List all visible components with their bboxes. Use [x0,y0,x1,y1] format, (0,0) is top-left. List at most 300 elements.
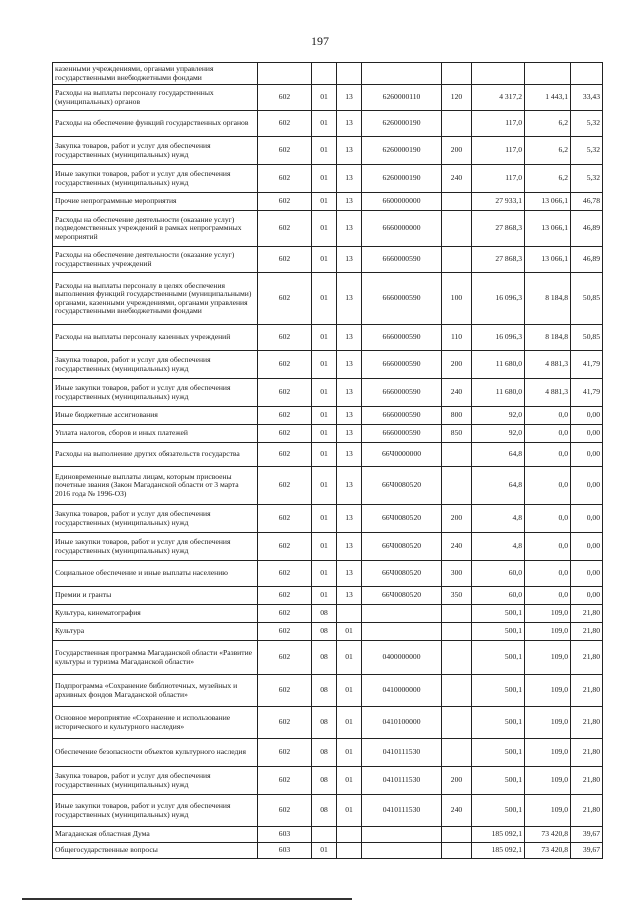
table-row [53,641,603,675]
subsection-code: 13 [337,211,362,247]
execution-percent: 41,79 [571,379,603,407]
target-article-code [362,843,442,859]
ministry-code: 602 [258,641,312,675]
target-article-code: 0410000000 [362,675,442,707]
section-code: 08 [312,641,337,675]
execution-percent: 39,67 [571,843,603,859]
table-row [53,111,603,137]
ministry-code: 602 [258,675,312,707]
executed-amount: 13 066,1 [525,193,571,211]
execution-percent: 5,32 [571,137,603,165]
target-article-code [362,623,442,641]
ministry-code: 602 [258,325,312,351]
section-code: 08 [312,739,337,767]
section-code: 01 [312,351,337,379]
section-code: 08 [312,675,337,707]
row-name: Иные закупки товаров, работ и услуг для обеспечения государственных (муниципальных) нужд [53,533,258,561]
execution-percent: 21,80 [571,767,603,795]
target-article-code: 6600000000 [362,193,442,211]
subsection-code: 01 [337,707,362,739]
row-name: Иные закупки товаров, работ и услуг для обеспечения государственных (муниципальных) нужд [53,165,258,193]
subsection-code: 13 [337,587,362,605]
row-name: Культура [53,623,258,641]
target-article-code: 0410111530 [362,739,442,767]
approved-amount: 117,0 [472,111,525,137]
section-code: 01 [312,407,337,425]
executed-amount: 13 066,1 [525,247,571,273]
expense-type-code [442,675,472,707]
executed-amount: 0,0 [525,407,571,425]
section-code: 08 [312,795,337,827]
executed-amount: 0,0 [525,561,571,587]
approved-amount: 64,8 [472,443,525,467]
table-row [53,795,603,827]
expense-type-code [442,443,472,467]
execution-percent: 5,32 [571,165,603,193]
row-name: Иные закупки товаров, работ и услуг для обеспечения государственных (муниципальных) нужд [53,379,258,407]
page-number: 197 [311,34,329,48]
executed-amount: 0,0 [525,587,571,605]
executed-amount: 73 420,8 [525,827,571,843]
approved-amount: 500,1 [472,795,525,827]
row-name: Магаданская областная Дума [53,827,258,843]
section-code: 01 [312,211,337,247]
subsection-code: 13 [337,379,362,407]
table-row [53,379,603,407]
approved-amount: 11 680,0 [472,379,525,407]
execution-percent: 0,00 [571,533,603,561]
execution-percent: 39,67 [571,827,603,843]
expense-type-code [442,739,472,767]
executed-amount: 0,0 [525,533,571,561]
target-article-code: 6660000590 [362,351,442,379]
section-code: 01 [312,247,337,273]
ministry-code: 602 [258,211,312,247]
target-article-code: 6660000590 [362,273,442,325]
execution-percent: 21,80 [571,605,603,623]
subsection-code: 01 [337,739,362,767]
ministry-code: 602 [258,379,312,407]
table-row [53,273,603,325]
row-name: Обеспечение безопасности объектов культурного наследия [53,739,258,767]
ministry-code: 602 [258,351,312,379]
executed-amount: 73 420,8 [525,843,571,859]
row-name: Закупка товаров, работ и услуг для обеспечения государственных (муниципальных) нужд [53,767,258,795]
table-row [53,407,603,425]
subsection-code: 13 [337,247,362,273]
target-article-code: 6260000110 [362,85,442,111]
subsection-code [337,843,362,859]
ministry-code [258,63,312,85]
section-code: 01 [312,273,337,325]
executed-amount: 109,0 [525,767,571,795]
row-name: Расходы на выплаты персоналу государственных (муниципальных) органов [53,85,258,111]
subsection-code: 13 [337,137,362,165]
ministry-code: 602 [258,425,312,443]
executed-amount: 13 066,1 [525,211,571,247]
bottom-rule [22,898,352,900]
approved-amount: 27 933,1 [472,193,525,211]
table-row [53,767,603,795]
expense-type-code [442,707,472,739]
subsection-code: 13 [337,533,362,561]
execution-percent: 0,00 [571,587,603,605]
subsection-code: 13 [337,165,362,193]
execution-percent: 0,00 [571,425,603,443]
row-name: Расходы на обеспечение деятельности (оказание услуг) государственных учреждений [53,247,258,273]
table-row [53,325,603,351]
row-name: Расходы на выплаты персоналу казенных учреждений [53,325,258,351]
execution-percent: 46,89 [571,211,603,247]
approved-amount: 185 092,1 [472,827,525,843]
target-article-code: 6260000190 [362,111,442,137]
executed-amount: 6,2 [525,165,571,193]
table-row [53,165,603,193]
approved-amount: 500,1 [472,623,525,641]
ministry-code: 602 [258,193,312,211]
approved-amount: 27 868,3 [472,211,525,247]
table-row [53,425,603,443]
executed-amount: 4 881,3 [525,379,571,407]
subsection-code: 01 [337,623,362,641]
ministry-code: 602 [258,247,312,273]
section-code: 01 [312,85,337,111]
subsection-code: 13 [337,193,362,211]
executed-amount: 8 184,8 [525,325,571,351]
target-article-code: 6660000590 [362,379,442,407]
table-row [53,675,603,707]
expense-type-code [442,63,472,85]
section-code [312,827,337,843]
ministry-code: 602 [258,795,312,827]
target-article-code: 6660000590 [362,407,442,425]
table-row [53,351,603,379]
subsection-code: 13 [337,443,362,467]
subsection-code: 01 [337,795,362,827]
row-name: Премии и гранты [53,587,258,605]
table-row [53,843,603,859]
target-article-code: 0400000000 [362,641,442,675]
execution-percent: 0,00 [571,407,603,425]
expense-type-code: 240 [442,165,472,193]
approved-amount: 27 868,3 [472,247,525,273]
row-name: Социальное обеспечение и иные выплаты населению [53,561,258,587]
expense-type-code [442,467,472,505]
row-name: Единовременные выплаты лицам, которым присвоены почетные звания (Закон Магаданской области от 3 марта 2016 года № 1996-ОЗ) [53,467,258,505]
execution-percent: 21,80 [571,641,603,675]
target-article-code: 66Ч0080520 [362,505,442,533]
target-article-code: 0410111530 [362,767,442,795]
approved-amount: 11 680,0 [472,351,525,379]
executed-amount: 0,0 [525,443,571,467]
expense-type-code: 800 [442,407,472,425]
section-code: 01 [312,137,337,165]
approved-amount [472,63,525,85]
execution-percent: 0,00 [571,505,603,533]
execution-percent: 5,32 [571,111,603,137]
execution-percent: 50,85 [571,325,603,351]
approved-amount: 500,1 [472,767,525,795]
expense-type-code: 120 [442,85,472,111]
row-name: Расходы на обеспечение функций государственных органов [53,111,258,137]
table-row [53,137,603,165]
table-row [53,193,603,211]
executed-amount: 109,0 [525,739,571,767]
expense-type-code: 200 [442,137,472,165]
executed-amount: 0,0 [525,467,571,505]
executed-amount: 109,0 [525,707,571,739]
row-name: Государственная программа Магаданской области «Развитие культуры и туризма Магаданской области» [53,641,258,675]
executed-amount: 6,2 [525,111,571,137]
ministry-code: 602 [258,85,312,111]
subsection-code [337,63,362,85]
budget-expenditure-table [52,62,603,859]
row-name: Иные бюджетные ассигнования [53,407,258,425]
target-article-code: 66Ч0080520 [362,467,442,505]
executed-amount: 109,0 [525,675,571,707]
execution-percent: 21,80 [571,623,603,641]
ministry-code: 602 [258,739,312,767]
subsection-code: 01 [337,767,362,795]
execution-percent: 21,80 [571,795,603,827]
row-name: Уплата налогов, сборов и иных платежей [53,425,258,443]
section-code: 01 [312,379,337,407]
target-article-code: 66Ч0000000 [362,443,442,467]
executed-amount: 6,2 [525,137,571,165]
expense-type-code: 240 [442,795,472,827]
expense-type-code [442,111,472,137]
executed-amount: 0,0 [525,425,571,443]
row-name: Закупка товаров, работ и услуг для обеспечения государственных (муниципальных) нужд [53,137,258,165]
expense-type-code: 240 [442,533,472,561]
execution-percent: 21,80 [571,675,603,707]
ministry-code: 602 [258,111,312,137]
approved-amount: 500,1 [472,675,525,707]
table-row [53,587,603,605]
section-code: 01 [312,533,337,561]
ministry-code: 602 [258,165,312,193]
table-row [53,505,603,533]
approved-amount: 500,1 [472,605,525,623]
execution-percent: 50,85 [571,273,603,325]
section-code: 08 [312,767,337,795]
target-article-code: 6260000190 [362,137,442,165]
executed-amount: 4 881,3 [525,351,571,379]
approved-amount: 64,8 [472,467,525,505]
table-row [53,63,603,85]
section-code [312,63,337,85]
table-row [53,467,603,505]
expense-type-code: 850 [442,425,472,443]
approved-amount: 500,1 [472,707,525,739]
subsection-code: 13 [337,425,362,443]
target-article-code [362,63,442,85]
ministry-code: 602 [258,767,312,795]
target-article-code [362,827,442,843]
approved-amount: 92,0 [472,425,525,443]
section-code: 01 [312,165,337,193]
subsection-code: 01 [337,675,362,707]
section-code: 01 [312,843,337,859]
approved-amount: 60,0 [472,561,525,587]
subsection-code: 13 [337,407,362,425]
table-row [53,533,603,561]
section-code: 08 [312,605,337,623]
approved-amount: 4 317,2 [472,85,525,111]
row-name: Подпрограмма «Сохранение библиотечных, музейных и архивных фондов Магаданской области» [53,675,258,707]
section-code: 01 [312,467,337,505]
expense-type-code: 100 [442,273,472,325]
row-name: Культура, кинематография [53,605,258,623]
expense-type-code: 200 [442,767,472,795]
approved-amount: 16 096,3 [472,273,525,325]
subsection-code: 13 [337,351,362,379]
expense-type-code: 110 [442,325,472,351]
executed-amount: 8 184,8 [525,273,571,325]
ministry-code: 603 [258,827,312,843]
approved-amount: 92,0 [472,407,525,425]
row-name: Закупка товаров, работ и услуг для обеспечения государственных (муниципальных) нужд [53,505,258,533]
approved-amount: 117,0 [472,165,525,193]
table-row [53,247,603,273]
ministry-code: 602 [258,443,312,467]
target-article-code: 66Ч0080520 [362,561,442,587]
expense-type-code: 300 [442,561,472,587]
executed-amount: 109,0 [525,605,571,623]
target-article-code: 66Ч0080520 [362,533,442,561]
approved-amount: 60,0 [472,587,525,605]
table-row [53,739,603,767]
executed-amount: 1 443,1 [525,85,571,111]
row-name: казенными учреждениями, органами управления государственными внебюджетными фондами [53,63,258,85]
target-article-code: 6660000590 [362,425,442,443]
target-article-code: 0410111530 [362,795,442,827]
expense-type-code [442,827,472,843]
row-name: Расходы на выполнение других обязательств государства [53,443,258,467]
subsection-code: 13 [337,85,362,111]
table-row [53,211,603,247]
ministry-code: 603 [258,843,312,859]
execution-percent: 21,80 [571,739,603,767]
execution-percent: 0,00 [571,467,603,505]
execution-percent: 46,78 [571,193,603,211]
section-code: 01 [312,425,337,443]
approved-amount: 4,8 [472,505,525,533]
expense-type-code [442,605,472,623]
expense-type-code [442,641,472,675]
approved-amount: 500,1 [472,739,525,767]
target-article-code [362,605,442,623]
section-code: 01 [312,111,337,137]
subsection-code [337,827,362,843]
execution-percent: 0,00 [571,561,603,587]
expense-type-code [442,843,472,859]
expense-type-code [442,623,472,641]
section-code: 01 [312,193,337,211]
execution-percent: 0,00 [571,443,603,467]
expense-type-code: 240 [442,379,472,407]
execution-percent: 46,89 [571,247,603,273]
subsection-code: 13 [337,273,362,325]
target-article-code: 6260000190 [362,165,442,193]
table-row [53,707,603,739]
subsection-code [337,605,362,623]
section-code: 01 [312,325,337,351]
ministry-code: 602 [258,467,312,505]
row-name: Общегосударственные вопросы [53,843,258,859]
section-code: 08 [312,707,337,739]
section-code: 08 [312,623,337,641]
row-name: Иные закупки товаров, работ и услуг для обеспечения государственных (муниципальных) нужд [53,795,258,827]
row-name: Основное мероприятие «Сохранение и использование исторического и культурного наследия» [53,707,258,739]
table-row [53,85,603,111]
ministry-code: 602 [258,533,312,561]
section-code: 01 [312,587,337,605]
section-code: 01 [312,443,337,467]
section-code: 01 [312,505,337,533]
table-row [53,623,603,641]
executed-amount [525,63,571,85]
ministry-code: 602 [258,137,312,165]
table-row [53,561,603,587]
subsection-code: 13 [337,111,362,137]
ministry-code: 602 [258,587,312,605]
executed-amount: 109,0 [525,795,571,827]
target-article-code: 0410100000 [362,707,442,739]
expense-type-code: 200 [442,351,472,379]
ministry-code: 602 [258,505,312,533]
ministry-code: 602 [258,623,312,641]
ministry-code: 602 [258,407,312,425]
ministry-code: 602 [258,273,312,325]
ministry-code: 602 [258,605,312,623]
executed-amount: 109,0 [525,641,571,675]
subsection-code: 13 [337,561,362,587]
section-code: 01 [312,561,337,587]
approved-amount: 4,8 [472,533,525,561]
table-row [53,443,603,467]
executed-amount: 0,0 [525,505,571,533]
row-name: Закупка товаров, работ и услуг для обеспечения государственных (муниципальных) нужд [53,351,258,379]
ministry-code: 602 [258,707,312,739]
expense-type-code: 200 [442,505,472,533]
row-name: Расходы на обеспечение деятельности (оказание услуг) подведомственных учреждений в рамках непрограммных мероприятий [53,211,258,247]
expense-type-code [442,193,472,211]
execution-percent: 21,80 [571,707,603,739]
subsection-code: 13 [337,325,362,351]
target-article-code: 6660000590 [362,325,442,351]
row-name: Расходы на выплаты персоналу в целях обеспечения выполнения функций государственными (муниципальными) органами, казенными учреждениями, органами управления государственными внебюджетными фондами [53,273,258,325]
approved-amount: 117,0 [472,137,525,165]
table-row [53,605,603,623]
execution-percent: 33,43 [571,85,603,111]
approved-amount: 16 096,3 [472,325,525,351]
subsection-code: 01 [337,641,362,675]
expense-type-code [442,211,472,247]
target-article-code: 66Ч0080520 [362,587,442,605]
target-article-code: 6660000000 [362,211,442,247]
approved-amount: 185 092,1 [472,843,525,859]
subsection-code: 13 [337,467,362,505]
execution-percent: 41,79 [571,351,603,379]
row-name: Прочие непрограммные мероприятия [53,193,258,211]
executed-amount: 109,0 [525,623,571,641]
target-article-code: 6660000590 [362,247,442,273]
expense-type-code: 350 [442,587,472,605]
table-row [53,827,603,843]
ministry-code: 602 [258,561,312,587]
execution-percent [571,63,603,85]
